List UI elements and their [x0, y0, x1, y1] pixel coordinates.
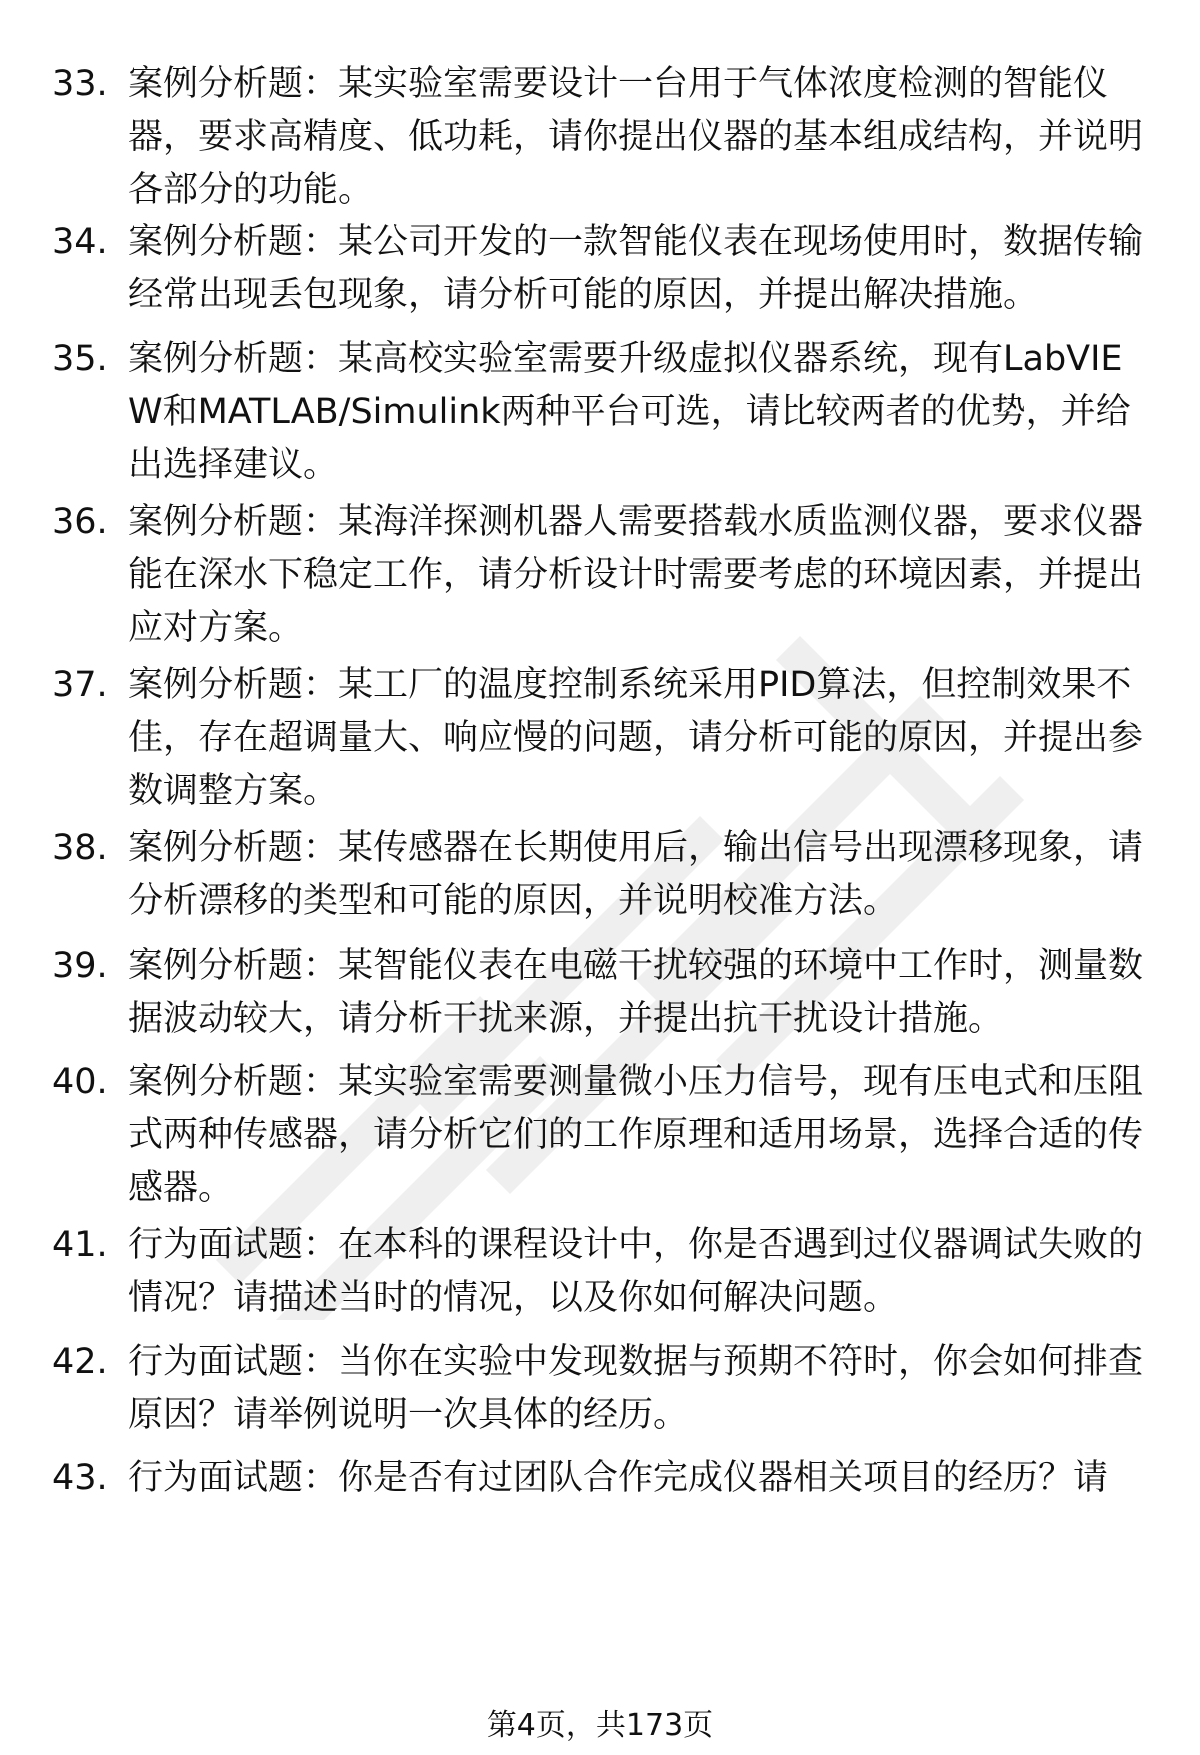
question-text: 行为面试题：你是否有过团队合作完成仪器相关项目的经历？请 [128, 1458, 1109, 1498]
question-39 [52, 940, 1152, 1046]
question-number: 36. [52, 502, 108, 542]
question-35 [52, 333, 1152, 492]
question-number: 34. [52, 222, 108, 262]
question-43 [52, 1452, 1152, 1505]
question-number: 33. [52, 64, 108, 104]
question-text: 案例分析题：某智能仪表在电磁干扰较强的环境中工作时，测量数据波动较大，请分析干扰来源，并提出抗干扰设计措施。 [128, 946, 1144, 1039]
question-number: 43. [52, 1458, 108, 1498]
question-40 [52, 1056, 1152, 1215]
question-text: 案例分析题：某海洋探测机器人需要搭载水质监测仪器，要求仪器能在深水下稳定工作，请分析设计时需要考虑的环境因素，并提出应对方案。 [128, 502, 1144, 648]
question-number: 41. [52, 1225, 108, 1265]
question-38 [52, 822, 1152, 928]
question-42 [52, 1336, 1152, 1442]
question-number: 42. [52, 1342, 108, 1382]
question-text: 行为面试题：当你在实验中发现数据与预期不符时，你会如何排查原因？请举例说明一次具体的经历。 [128, 1342, 1144, 1435]
question-text: 案例分析题：某实验室需要设计一台用于气体浓度检测的智能仪器，要求高精度、低功耗，请你提出仪器的基本组成结构，并说明各部分的功能。 [128, 64, 1144, 210]
question-41 [52, 1219, 1152, 1325]
question-text: 案例分析题：某高校实验室需要升级虚拟仪器系统，现有LabVIEW和MATLAB/Simulink两种平台可选，请比较两者的优势，并给出选择建议。 [128, 339, 1131, 485]
question-37 [52, 659, 1152, 818]
question-text: 案例分析题：某公司开发的一款智能仪表在现场使用时，数据传输经常出现丢包现象，请分析可能的原因，并提出解决措施。 [128, 222, 1144, 315]
question-text: 案例分析题：某工厂的温度控制系统采用PID算法，但控制效果不佳，存在超调量大、响应慢的问题，请分析可能的原因，并提出参数调整方案。 [128, 665, 1144, 811]
question-number: 35. [52, 339, 108, 379]
question-number: 37. [52, 665, 108, 705]
question-number: 38. [52, 828, 108, 868]
question-text: 案例分析题：某实验室需要测量微小压力信号，现有压电式和压阻式两种传感器，请分析它们的工作原理和适用场景，选择合适的传感器。 [128, 1062, 1144, 1208]
question-36 [52, 496, 1152, 655]
page-footer: 第4页，共173页 [486, 1708, 714, 1743]
question-number: 39. [52, 946, 108, 986]
question-number: 40. [52, 1062, 108, 1102]
question-text: 案例分析题：某传感器在长期使用后，输出信号出现漂移现象，请分析漂移的类型和可能的原因，并说明校准方法。 [128, 828, 1144, 921]
question-33 [52, 58, 1152, 217]
question-34 [52, 216, 1152, 322]
question-text: 行为面试题：在本科的课程设计中，你是否遇到过仪器调试失败的情况？请描述当时的情况，以及你如何解决问题。 [128, 1225, 1144, 1318]
